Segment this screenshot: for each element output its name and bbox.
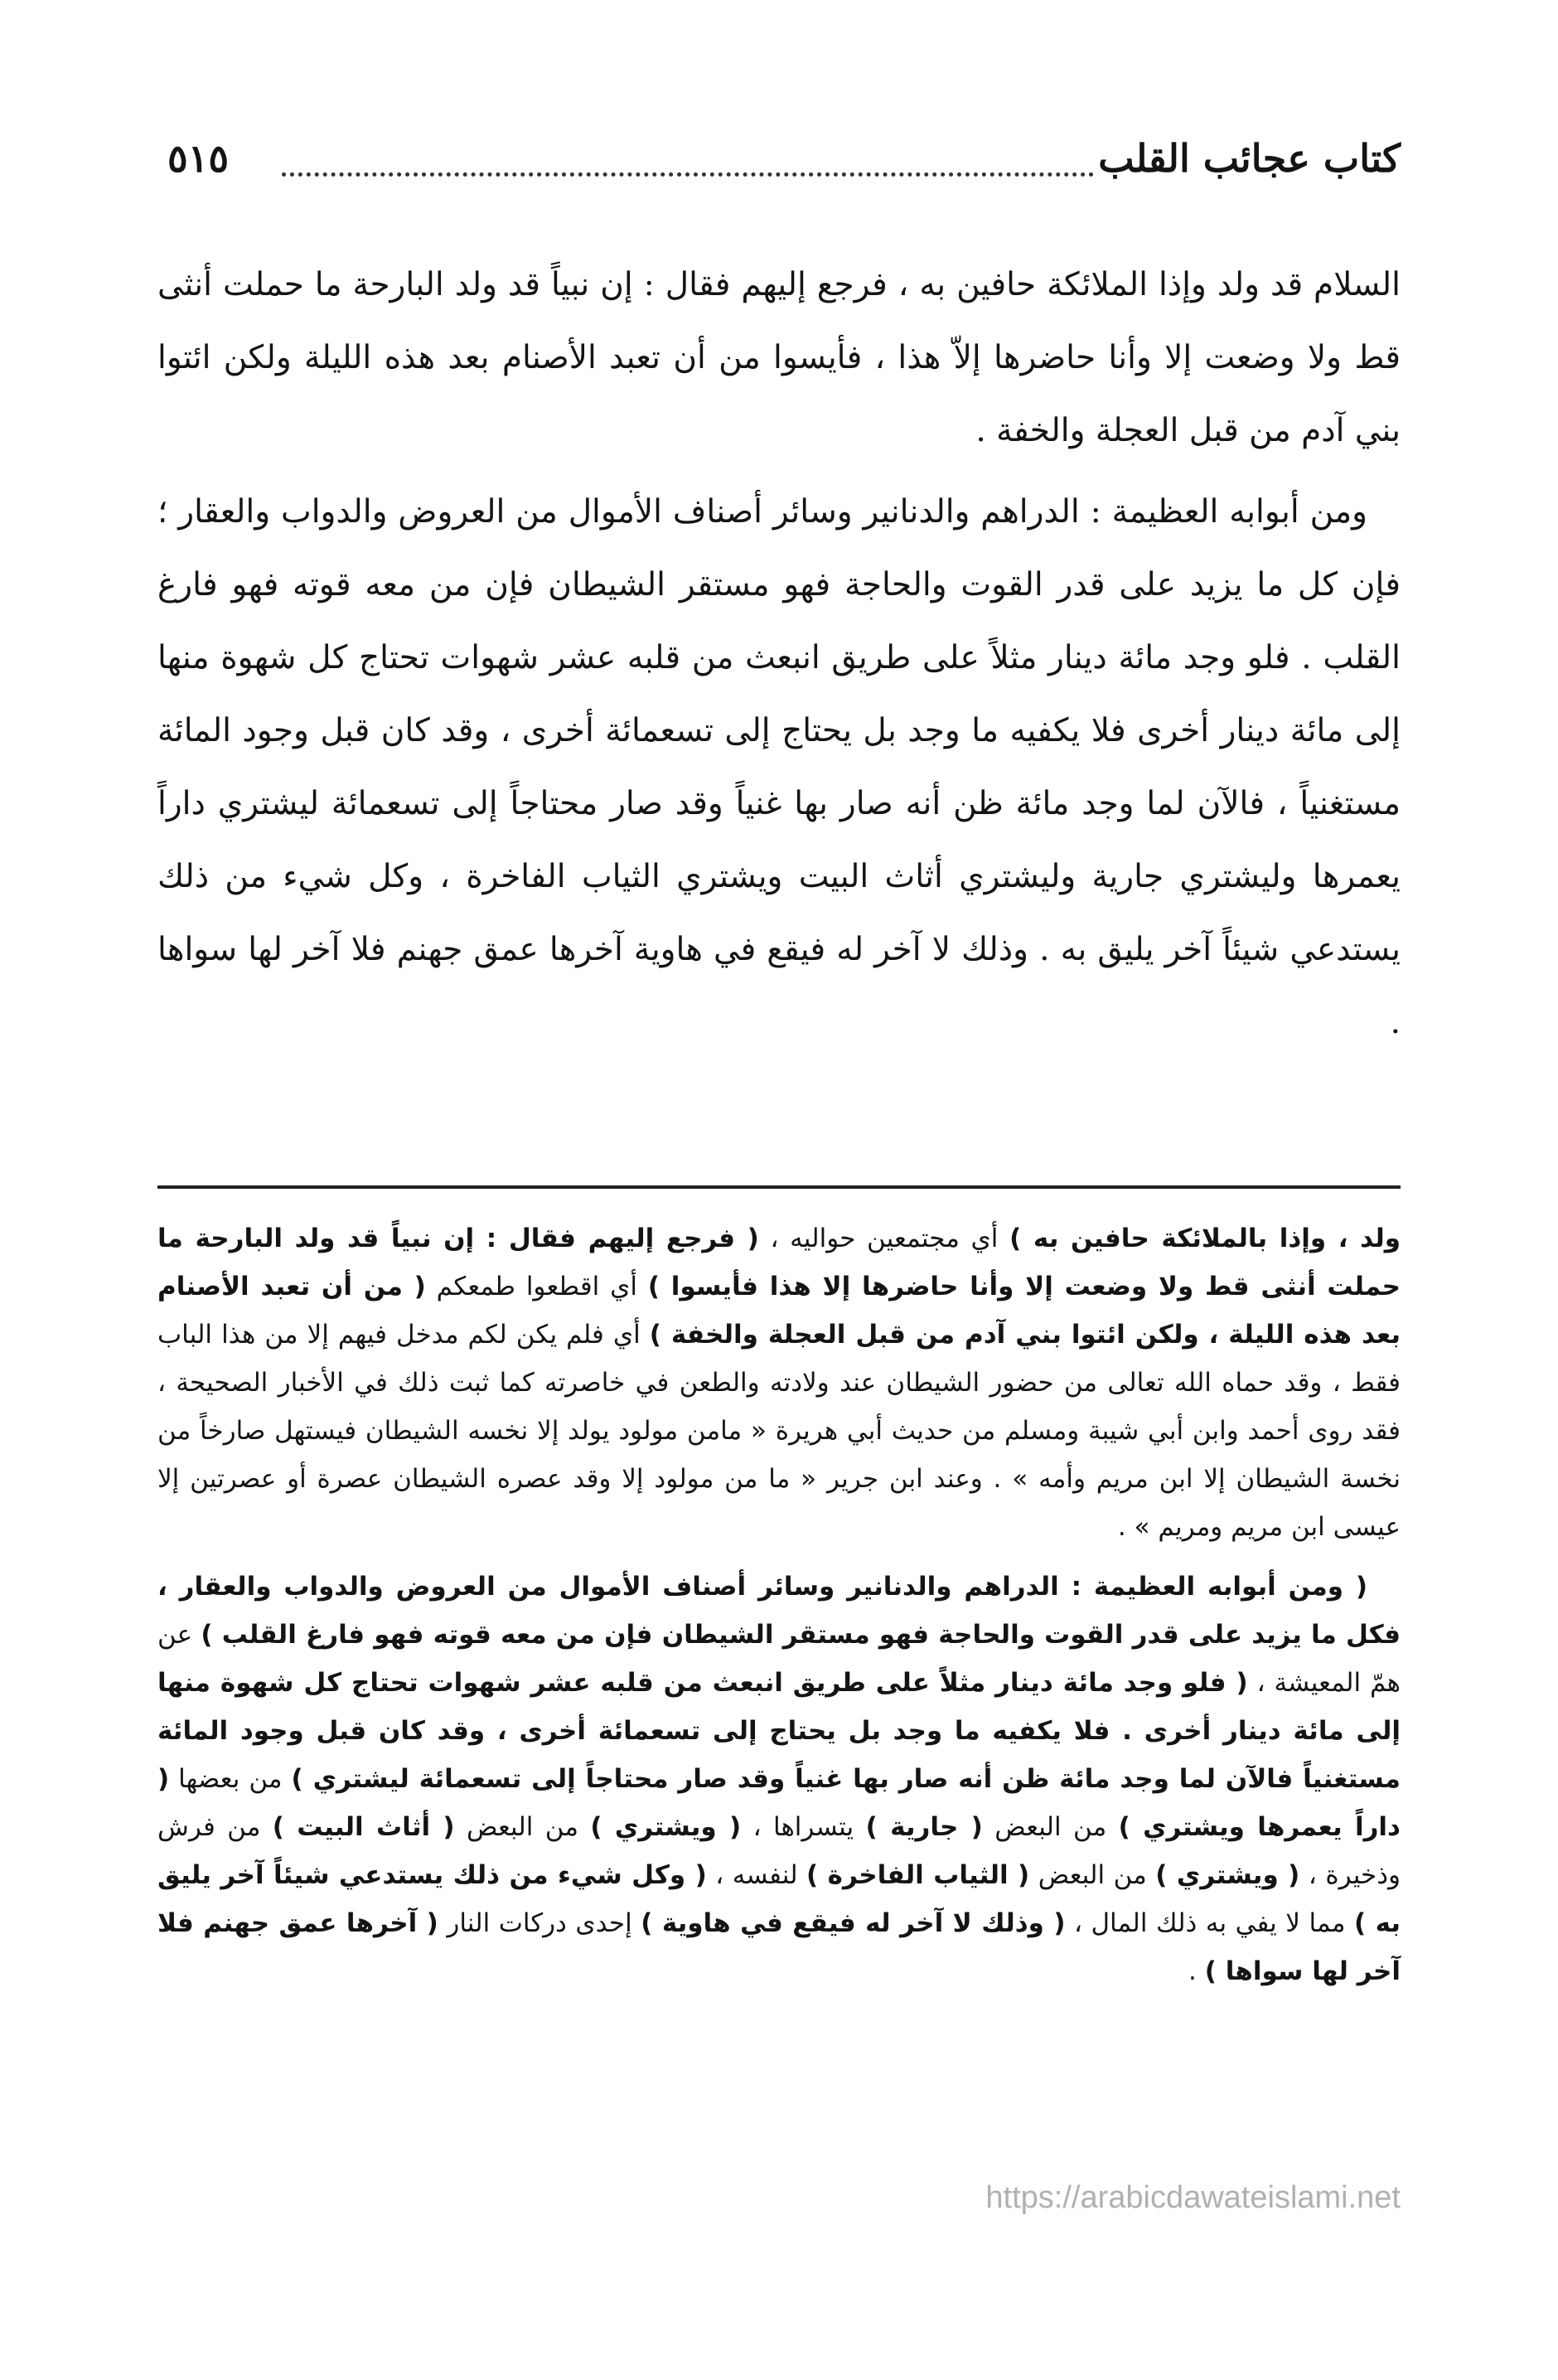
commentary-text: أي مجتمعين حواليه ،: [758, 1224, 1010, 1253]
commentary-paragraph-2: [157, 1563, 1401, 1995]
quoted-source-text: ( ومن أبوابه العظيمة : الدراهم والدنانير وسائر أصناف الأموال من العروض والدواب والعقار ، فكل ما يزيد على قدر القوت والحاجة فهو مستقر الشيطان فإن من معه قوته فهو فارغ القلب ): [157, 1572, 1401, 1650]
quoted-source-text: ( ويشتري ): [590, 1812, 742, 1842]
quoted-source-text: ( أثاث البيت ): [272, 1812, 455, 1842]
commentary-text: من بعضها: [169, 1764, 292, 1794]
quoted-source-text: ( ويشتري ): [1155, 1860, 1300, 1890]
commentary-text: يتسراها ،: [741, 1812, 866, 1842]
commentary-text: من البعض: [1029, 1860, 1156, 1890]
quoted-source-text: ( فلو وجد مائة دينار مثلاً على طريق انبعث من قلبه عشر شهوات تحتاج كل شهوة منها إلى مائة دينار أخرى . فلا يكفيه ما وجد بل يحتاج إلى تسعمائة أخرى ، وقد كان قبل وجود المائة مستغنياً فالآن لما وجد مائة ظن أنه صار بها غنياً وقد صار محتاجاً إلى تسعمائة ليشتري ): [157, 1668, 1401, 1794]
running-title: كتاب عجائب القلب: [1098, 136, 1401, 181]
quoted-source-text: ( جارية ): [865, 1812, 983, 1842]
dotted-leader: [282, 172, 1094, 177]
main-paragraph-2: ومن أبوابه العظيمة : الدراهم والدنانير وسائر أصناف الأموال من العروض والدواب والعقار ؛ فإن كل ما يزيد على قدر القوت والحاجة فهو مستقر الشيطان فإن من معه قوته فهو فارغ القلب . فلو وجد مائة دينار مثلاً على طريق انبعث من قلبه عشر شهوات تحتاج كل شهوة منها إلى مائة دينار أخرى فلا يكفيه ما وجد بل يحتاج إلى تسعمائة أخرى ، وقد كان قبل وجود المائة مستغنياً ، فالآن لما وجد مائة ظن أنه صار بها غنياً وقد صار محتاجاً إلى تسعمائة ليشتري داراً يعمرها وليشتري جارية وليشتري أثاث البيت ويشتري الثياب الفاخرة ، وكل شيء من ذلك يستدعي شيئاً آخر يليق به . وذلك لا آخر له فيقع في هاوية آخرها عمق جهنم فلا آخر لها سواها .: [157, 493, 1401, 1041]
commentary-paragraph-1: [157, 1214, 1401, 1551]
commentary-text: .: [1188, 1956, 1205, 1986]
commentary-text: إحدى دركات النار: [438, 1908, 641, 1938]
commentary-text: لنفسه ،: [706, 1860, 807, 1890]
quoted-source-text: ( فرجع إليهم فقال : إن نبياً قد ولد البارحة ما حملت أنثى قط ولا وضعت إلا وأنا حاضرها إلا هذا فأيسوا ): [157, 1224, 1401, 1301]
commentary-text: من فرش وذخيرة ،: [157, 1812, 1401, 1890]
commentary-text: من البعض: [982, 1812, 1119, 1842]
commentary-text: أي فلم يكن لكم مدخل فيهم إلا من هذا الباب فقط ، وقد حماه الله تعالى من حضور الشيطان عند ولادته والطعن في خاصرته كما ثبت ذلك في الأخبار الصحيحة ، فقد روى أحمد وابن أبي شيبة ومسلم من حديث أبي هريرة « مامن مولود يولد إلا نخسه الشيطان فيستهل صارخاً من نخسة الشيطان إلا ابن مريم وأمه » . وعند ابن جرير « ما من مولود إلا وقد عصره الشيطان عصرة أو عصرتين إلا عيسى ابن مريم ومريم » .: [157, 1320, 1401, 1542]
footnote-separator: [157, 1185, 1401, 1189]
watermark-url: https://arabicdawateislami.net: [985, 2180, 1401, 2215]
quoted-source-text: ( وذلك لا آخر له فيقع في هاوية ): [641, 1908, 1066, 1938]
commentary-text: من البعض: [454, 1812, 591, 1842]
quoted-source-text: ولد ، وإذا بالملائكة حافين به ): [1009, 1224, 1401, 1253]
commentary-text: عن همّ المعيشة ،: [157, 1620, 1401, 1698]
book-page: [157, 124, 1401, 2380]
running-header: [157, 136, 1401, 194]
main-text: [157, 249, 1401, 1068]
page-number: ٥١٥: [167, 136, 230, 181]
quoted-source-text: ( وكل شيء من ذلك يستدعي شيئاً آخر يليق به ): [157, 1860, 1401, 1938]
commentary-text: أي اقطعوا طمعكم: [425, 1272, 648, 1301]
commentary: [157, 1214, 1401, 2007]
quoted-source-text: ( الثياب الفاخرة ): [806, 1860, 1030, 1890]
quoted-source-text: ( آخرها عمق جهنم فلا آخر لها سواها ): [157, 1908, 1401, 1986]
quoted-source-text: ( داراً يعمرها ويشتري ): [157, 1764, 1401, 1842]
main-paragraph-1: السلام قد ولد وإذا الملائكة حافين به ، فرجع إليهم فقال : إن نبياً قد ولد البارحة ما حملت أنثى قط ولا وضعت إلا وأنا حاضرها إلاّ هذا ، فأيسوا من أن تعبد الأصنام بعد هذه الليلة ولكن ائتوا بني آدم من قبل العجلة والخفة .: [157, 266, 1401, 449]
commentary-text: مما لا يفي به ذلك المال ،: [1065, 1908, 1354, 1938]
quoted-source-text: ( من أن تعبد الأصنام بعد هذه الليلة ، ولكن ائتوا بني آدم من قبل العجلة والخفة ): [157, 1272, 1401, 1350]
